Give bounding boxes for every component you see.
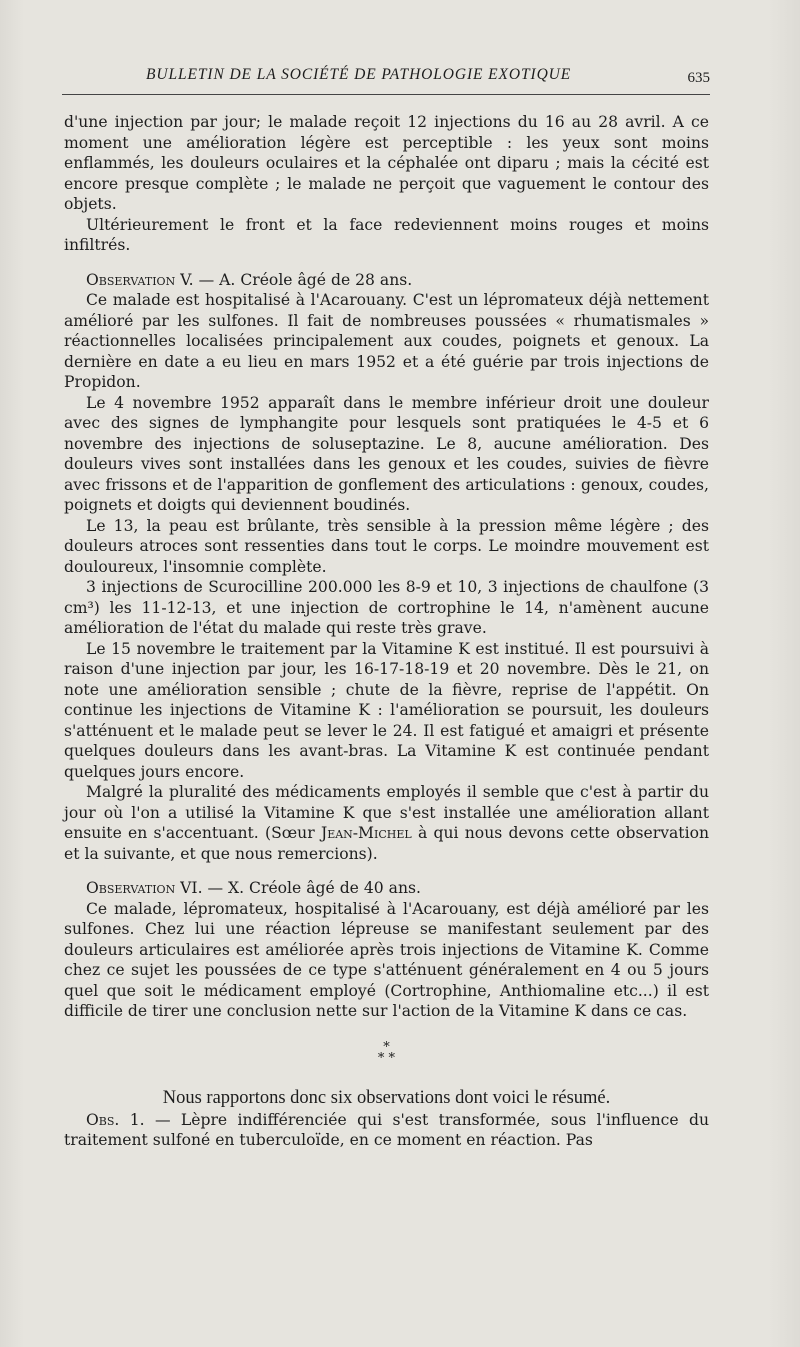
paragraph: Le 13, la peau est brûlante, très sensible à la pression même légère ; des douleurs atroces sont ressenties dans tout le corps. Le moindre mouvement est douloureux, l'insomnie complète. — [64, 516, 709, 576]
paragraph: d'une injection par jour; le malade reçoit 12 injections du 16 au 28 avril. A ce moment une amélioration légère est perceptible : les yeux sont moins enflammés, les douleurs oculaires et la céphalée ont diparu ; mais la cécité est encore presque complète ; le malade ne perçoit que vaguement le contour des objets. — [64, 113, 709, 213]
observation-label: Obs. 1. — [86, 1110, 145, 1129]
paragraph-text: Malgré la pluralité des médicaments employés il semble que c'est à partir du jour où l'on a utilisé la Vitamine K que s'est installée une amélioration allant ensuite en s'accentuant. (Sœur — [64, 783, 709, 842]
asterism-bottom: * * — [377, 1050, 396, 1066]
observation-heading — [64, 878, 709, 899]
asterism-top: * — [383, 1039, 390, 1055]
person-name: Jean-Michel — [320, 824, 412, 842]
body-text — [64, 112, 709, 1151]
paragraph: Ce malade est hospitalisé à l'Acarouany. C'est un lépromateux déjà nettement amélioré par les sulfones. Il fait de nombreuses poussées « rhumatismales » réactionnelles localisées principalement aux coudes, poignets et genoux. La dernière en date a eu lieu en mars 1952 et a été guérie par trois injections de Propidon. — [64, 291, 709, 391]
paragraph: Ce malade, lépromateux, hospitalisé à l'Acarouany, est déjà amélioré par les sulfones. Chez lui une réaction lépreuse se manifestant seulement par des douleurs articulaires est améliorée après trois injections de Vitamine K. Comme chez ce sujet les poussées de ce type s'atténuent généralement en 4 ou 5 jours quel que soit le médicament employé (Cortrophine, Anthiomaline etc...) il est difficile de tirer une conclusion nette sur l'action de la Vitamine K dans ce cas. — [64, 899, 709, 1020]
paragraph: Ultérieurement le front et la face redeviennent moins rouges et moins infiltrés. — [64, 215, 709, 254]
paragraph — [64, 782, 709, 864]
observation-summary — [64, 1110, 709, 1151]
observation-heading — [64, 270, 709, 291]
observation-label: Observation V. — [86, 270, 194, 289]
running-title: BULLETIN DE LA SOCIÉTÉ DE PATHOLOGIE EXOTIQUE — [146, 66, 572, 83]
page-number: 635 — [687, 70, 710, 86]
asterism-divider — [64, 1039, 709, 1066]
page-header — [62, 64, 710, 95]
paragraph: Le 15 novembre le traitement par la Vitamine K est institué. Il est poursuivi à raison d'une injection par jour, les 16-17-18-19 et 20 novembre. Dès le 21, on note une amélioration sensible ; chute de la fièvre, reprise de l'appétit. On continue les injections de Vitamine K : l'amélioration se poursuit, les douleurs s'atténuent et le malade peut se lever le 24. Il est fatigué et amaigri et présente quelques douleurs dans les avant-bras. La Vitamine K est continuée pendant quelques jours encore. — [64, 639, 709, 781]
paragraph: Le 4 novembre 1952 apparaît dans le membre inférieur droit une douleur avec des signes de lymphangite pour lesquels sont pratiquées le 4-5 et 6 novembre des injections de soluseptazine. Le 8, aucune amélioration. Des douleurs vives sont installées dans les genoux et les coudes, suivies de fièvre avec frissons et de l'apparition de gonflement des articulations : genoux, coudes, poignets et doigts qui deviennent boudinés. — [64, 393, 709, 514]
paragraph: 3 injections de Scurocilline 200.000 les 8-9 et 10, 3 injections de chaulfone (3 cm³) les 11-12-13, et une injection de cortrophine le 14, n'amènent aucune amélioration de l'état du malade qui reste très grave. — [64, 578, 709, 637]
paragraph-text: à qui nous devons cette observation et la suivante, et que nous remercions). — [64, 824, 709, 863]
observation-label: Observation VI. — [86, 879, 203, 897]
summary-heading: Nous rapportons donc six observations dont voici le résumé. — [162, 1087, 611, 1108]
observation-summary-text: — Lèpre indifférenciée qui s'est transformée, sous l'influence du traitement sulfoné en tuberculoïde, en ce moment en réaction. Pas — [64, 1110, 709, 1149]
observation-title: — X. Créole âgé de 40 ans. — [202, 879, 421, 897]
observation-title: — A. Créole âgé de 28 ans. — [193, 270, 413, 289]
